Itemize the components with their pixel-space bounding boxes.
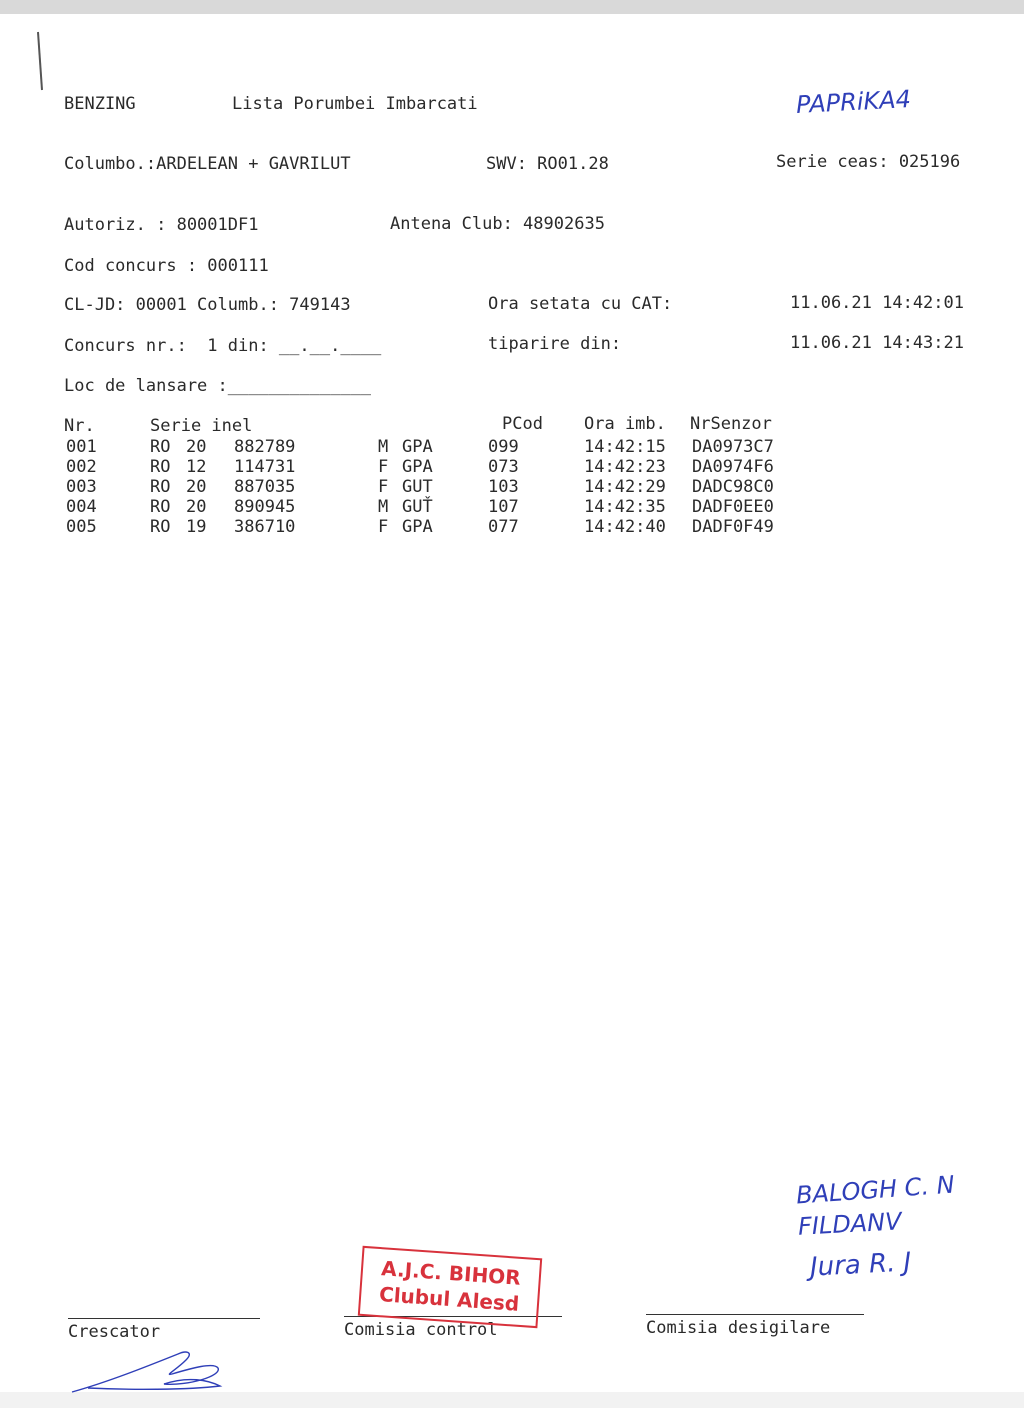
cell-culoare: GPA xyxy=(402,517,433,537)
clock-set-value: 11.06.21 14:42:01 xyxy=(790,293,964,313)
antenna-club: Antena Club: 48902635 xyxy=(390,214,605,234)
cell-ora: 14:42:23 xyxy=(584,457,666,477)
label-crescator: Crescator xyxy=(68,1322,161,1342)
cell-culoare: GUT xyxy=(402,477,433,497)
release-location: Loc de lansare :______________ xyxy=(64,376,372,396)
cell-senzor: DA0974F6 xyxy=(692,457,774,477)
contest-code: Cod concurs : 000111 xyxy=(64,256,269,276)
stamp-line-2: Clubul Alesd xyxy=(378,1282,520,1316)
cell-tara: RO xyxy=(150,497,171,517)
cell-pcod: 107 xyxy=(488,497,519,517)
cell-inel: 386710 xyxy=(234,517,296,537)
swv-version: SWV: RO01.28 xyxy=(486,154,609,174)
cell-ora: 14:42:40 xyxy=(584,517,666,537)
cell-sex: F xyxy=(378,457,389,477)
cell-senzor: DADC98C0 xyxy=(692,477,774,497)
cell-nr: 004 xyxy=(66,497,97,517)
cell-tara: RO xyxy=(150,477,171,497)
cell-pcod: 073 xyxy=(488,457,519,477)
cell-senzor: DADF0EE0 xyxy=(692,497,774,517)
cell-culoare: GUŤ xyxy=(402,497,433,517)
authorization: Autoriz. : 80001DF1 xyxy=(64,215,259,235)
crescator-signature xyxy=(68,1346,228,1396)
cell-culoare: GPA xyxy=(402,437,433,457)
cell-ora: 14:42:15 xyxy=(584,437,666,457)
cell-tara: RO xyxy=(150,437,171,457)
print-value: 11.06.21 14:43:21 xyxy=(790,333,964,353)
cell-nr: 001 xyxy=(66,437,97,457)
cell-pcod: 077 xyxy=(488,517,519,537)
label-comisia-desigilare: Comisia desigilare xyxy=(646,1318,831,1338)
cell-ora: 14:42:35 xyxy=(584,497,666,517)
cell-inel: 887035 xyxy=(234,477,296,497)
contest-number: Concurs nr.: 1 din: __.__.____ xyxy=(64,336,382,356)
cell-an: 19 xyxy=(186,517,207,537)
signature-line-crescator xyxy=(68,1318,260,1319)
signature-line-desigilare xyxy=(646,1314,864,1315)
cell-pcod: 103 xyxy=(488,477,519,497)
label-comisia-control: Comisia control xyxy=(344,1320,498,1340)
cell-ora: 14:42:29 xyxy=(584,477,666,497)
cell-inel: 882789 xyxy=(234,437,296,457)
program-name: BENZING xyxy=(64,94,136,114)
clock-serial: Serie ceas: 025196 xyxy=(776,152,961,172)
cell-an: 20 xyxy=(186,477,207,497)
handwritten-note: PAPRiKA4 xyxy=(795,85,912,119)
handwritten-name-2: FILDANV xyxy=(797,1207,903,1241)
cell-senzor: DADF0F49 xyxy=(692,517,774,537)
col-header-ring-series: Serie inel xyxy=(150,416,253,436)
document-title: Lista Porumbei Imbarcati xyxy=(232,94,478,114)
cell-culoare: GPA xyxy=(402,457,433,477)
stamp-line-1: A.J.C. BIHOR xyxy=(380,1256,522,1290)
cell-nr: 003 xyxy=(66,477,97,497)
cell-an: 20 xyxy=(186,437,207,457)
clock-set-label: Ora setata cu CAT: xyxy=(488,294,673,314)
cell-sex: M xyxy=(378,437,389,457)
cell-sex: F xyxy=(378,477,389,497)
col-header-time: Ora imb. xyxy=(584,414,666,434)
cell-senzor: DA0973C7 xyxy=(692,437,774,457)
cell-tara: RO xyxy=(150,457,171,477)
cell-sex: F xyxy=(378,517,389,537)
print-label: tiparire din: xyxy=(488,334,622,354)
columbo-line: Columbo.:ARDELEAN + GAVRILUT xyxy=(64,154,351,174)
col-header-pcod: PCod xyxy=(502,414,543,434)
cell-nr: 002 xyxy=(66,457,97,477)
cell-inel: 890945 xyxy=(234,497,296,517)
cell-nr: 005 xyxy=(66,517,97,537)
club-line: CL-JD: 00001 Columb.: 749143 xyxy=(64,295,351,315)
cell-tara: RO xyxy=(150,517,171,537)
cell-an: 12 xyxy=(186,457,207,477)
cell-pcod: 099 xyxy=(488,437,519,457)
handwritten-name-3: Jura R. J xyxy=(809,1247,913,1283)
col-header-nr: Nr. xyxy=(64,416,95,436)
handwritten-name-1: BALOGH C. N xyxy=(795,1170,956,1210)
col-header-sensor: NrSenzor xyxy=(690,414,772,434)
cell-an: 20 xyxy=(186,497,207,517)
cell-sex: M xyxy=(378,497,389,517)
cell-inel: 114731 xyxy=(234,457,296,477)
club-stamp xyxy=(358,1246,542,1328)
